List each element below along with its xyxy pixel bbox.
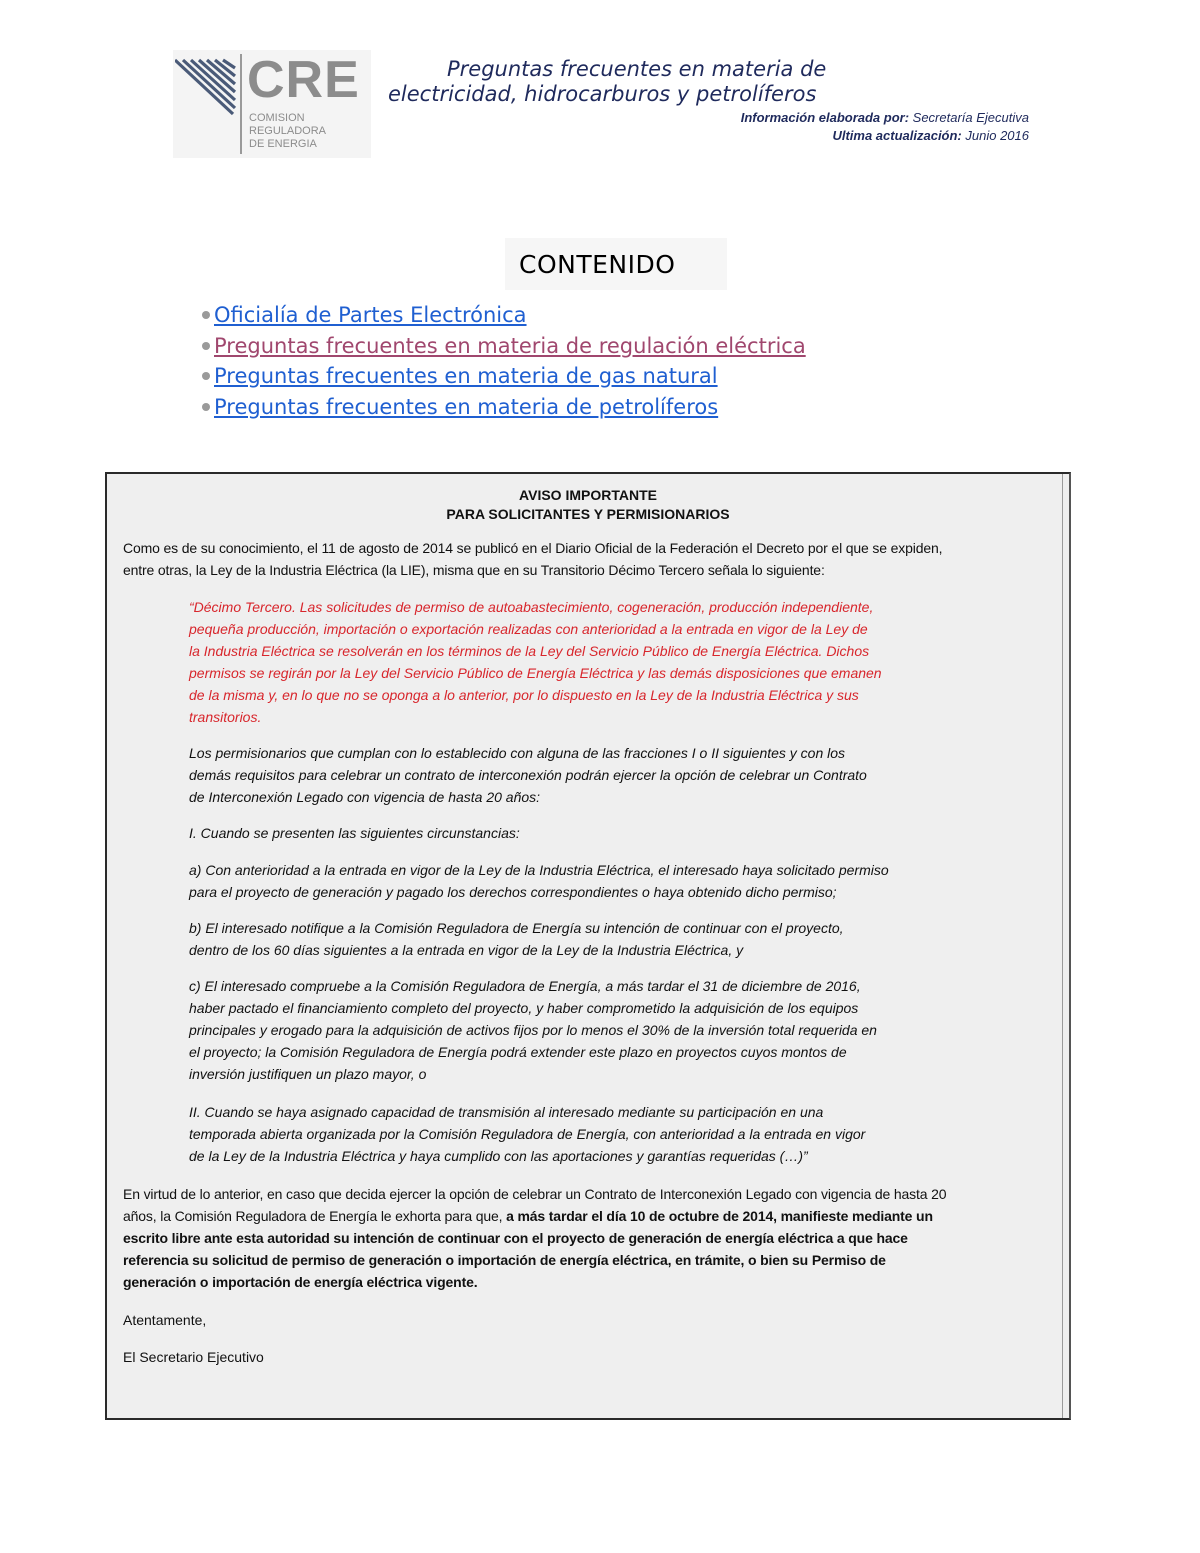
item-a-line: a) Con anterioridad a la entrada en vigor de la Ley de la Industria Eléctrica, el interesado haya solicitado permiso — [189, 862, 889, 878]
quote-line: “Décimo Tercero. Las solicitudes de permiso de autoabastecimiento, cogeneración, producción independiente, — [189, 599, 874, 615]
contents-list — [202, 300, 806, 422]
quote-line: de la misma y, en lo que no se oponga a lo anterior, por lo dispuesto en la Ley de la Industria Eléctrica y sus — [189, 687, 859, 703]
logo-subtitle: COMISION REGULADORA DE ENERGIA — [249, 112, 327, 150]
list-item — [202, 361, 806, 392]
para-line: Los permisionarios que cumplan con lo establecido con alguna de las fracciones I o II siguientes y con los — [189, 745, 846, 761]
contents-heading-box — [505, 238, 727, 290]
signoff: Atentamente, — [123, 1312, 207, 1328]
cre-logo — [173, 50, 371, 158]
closing-line1: En virtud de lo anterior, en caso que decida ejercer la opción de celebrar un Contrato de Interconexión Legado con vigencia de hasta 20 — [123, 1186, 947, 1202]
list-item — [202, 392, 806, 423]
item-c-line: principales y erogado para la adquisición de activos fijos por lo menos el 30% de la inversión total requerida en — [189, 1022, 877, 1038]
cre-stripes-icon — [175, 56, 237, 118]
author-info: Información elaborada por: Secretaría Ejecutiva — [740, 110, 1029, 125]
notice-intro-line1: Como es de su conocimiento, el 11 de agosto de 2014 se publicó en el Diario Oficial de la Federación el Decreto por el que se expiden, — [123, 540, 943, 556]
closing-bold-line: escrito libre ante esta autoridad su intención de continuar con el proyecto de generación de energía eléctrica a que hace — [123, 1230, 908, 1246]
notice-intro-line2: entre otras, la Ley de la Industria Eléctrica (la LIE), misma que en su Transitorio Décimo Tercero señala lo siguiente: — [123, 562, 825, 578]
link-gas-natural[interactable]: Preguntas frecuentes en materia de gas natural — [214, 364, 718, 388]
item-a-line: para el proyecto de generación y pagado los derechos correspondientes o haya obtenido dicho permiso; — [189, 884, 837, 900]
last-updated: Ultima actualización: Junio 2016 — [832, 128, 1029, 143]
quote-line: transitorios. — [189, 709, 262, 725]
item-c-line: haber pactado el financiamiento completo del proyecto, y haber comprometido la adquisición de los equipos — [189, 1000, 859, 1016]
quote-line: pequeña producción, importación o exportación realizadas con anterioridad a la entrada en vigor de la Ley de — [189, 621, 868, 637]
list-item — [202, 331, 806, 362]
page-title-line1: Preguntas frecuentes en materia de — [447, 57, 827, 81]
bullet-icon — [202, 311, 210, 319]
notice-subtitle: PARA SOLICITANTES Y PERMISIONARIOS — [446, 506, 730, 522]
bullet-icon — [202, 403, 210, 411]
notice-title: AVISO IMPORTANTE — [519, 487, 657, 503]
signer: El Secretario Ejecutivo — [123, 1349, 264, 1365]
page-title-line2: electricidad, hidrocarburos y petrolíferos — [388, 82, 817, 106]
para-line: de Interconexión Legado con vigencia de hasta 20 años: — [189, 789, 541, 805]
item-b-line: b) El interesado notifique a la Comisión Reguladora de Energía su intención de continuar con el proyecto, — [189, 920, 844, 936]
fraction-2-line: de la Ley de la Industria Eléctrica y haya cumplido con las aportaciones y garantías requeridas (…)” — [189, 1148, 808, 1164]
fraction-2-line: II. Cuando se haya asignado capacidad de transmisión al interesado mediante su participación en una — [189, 1104, 824, 1120]
quote-line: la Industria Eléctrica se resolverán en los términos de la Ley del Servicio Público de Energía Eléctrica. Dichos — [189, 643, 870, 659]
logo-wordmark: CRE — [247, 51, 360, 109]
list-item — [202, 300, 806, 331]
closing-bold-line: referencia su solicitud de permiso de generación o importación de energía eléctrica, en trámite, o bien su Permiso de — [123, 1252, 886, 1268]
link-regulacion-electrica[interactable]: Preguntas frecuentes en materia de regulación eléctrica — [214, 333, 806, 358]
link-oficialia-partes[interactable]: Oficialía de Partes Electrónica — [214, 303, 527, 327]
item-c-line: el proyecto; la Comisión Reguladora de Energía podrá extender este plazo en proyectos cuyos montos de — [189, 1044, 847, 1060]
fraction-1: I. Cuando se presenten las siguientes circunstancias: — [189, 825, 520, 841]
logo-divider — [240, 54, 242, 154]
item-b-line: dentro de los 60 días siguientes a la entrada en vigor de la Ley de la Industria Eléctrica, y — [189, 942, 744, 958]
fraction-2-line: temporada abierta organizada por la Comisión Reguladora de Energía, con anterioridad a la entrada en vigor — [189, 1126, 866, 1142]
closing-bold-line: generación o importación de energía eléctrica vigente. — [123, 1274, 478, 1290]
contents-heading: CONTENIDO — [519, 250, 676, 279]
closing-line2: años, la Comisión Reguladora de Energía le exhorta para que, a más tardar el día 10 de octubre de 2014, manifieste mediante un — [123, 1208, 933, 1224]
bullet-icon — [202, 372, 210, 380]
link-petroliferos[interactable]: Preguntas frecuentes en materia de petrolíferos — [214, 394, 719, 419]
item-c-line: inversión justifiquen un plazo mayor, o — [189, 1066, 427, 1082]
bullet-icon — [202, 342, 210, 350]
para-line: demás requisitos para celebrar un contrato de interconexión podrán ejercer la opción de celebrar un Contrato — [189, 767, 867, 783]
notice-box — [105, 472, 1071, 1420]
quote-line: permisos se regirán por la Ley del Servicio Público de Energía Eléctrica y las demás disposiciones que emanen — [189, 665, 882, 681]
item-c-line: c) El interesado compruebe a la Comisión Reguladora de Energía, a más tardar el 31 de diciembre de 2016, — [189, 978, 861, 994]
